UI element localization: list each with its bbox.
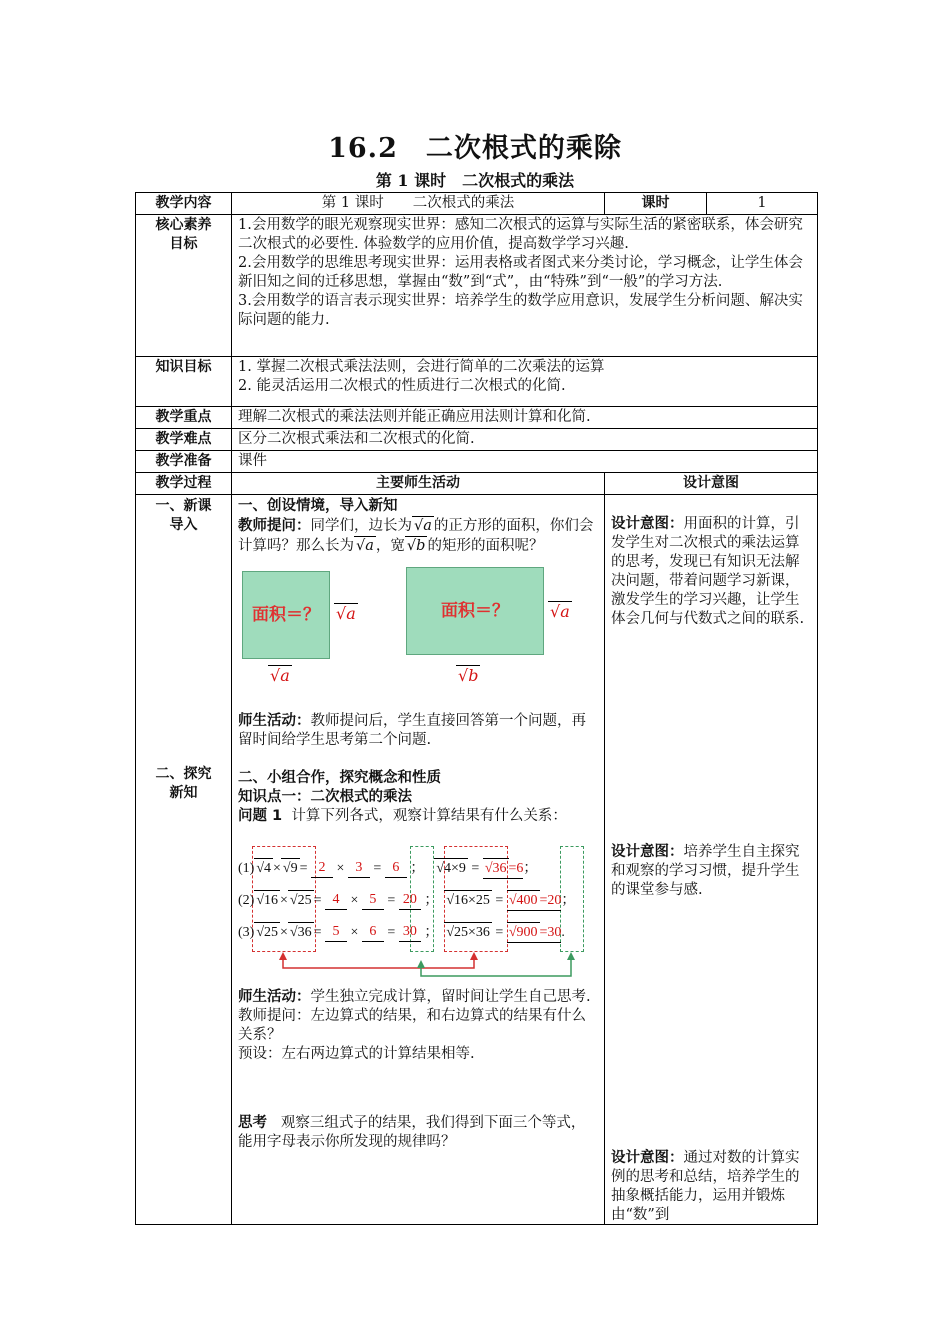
answer: 5 [362, 890, 384, 910]
answer-value: 30 [547, 924, 562, 940]
row-core [136, 215, 818, 357]
knowledge-goals [232, 357, 818, 407]
design-label: 设计意图： [611, 516, 684, 532]
rectangle-side-label: √ a [548, 601, 572, 621]
square-bottom-label: √ a [268, 665, 292, 685]
label-process: 教学过程 [136, 473, 232, 495]
core-goals [232, 215, 818, 357]
answer: 6 [385, 858, 407, 878]
radical: √ 9 [281, 858, 300, 878]
calc-row: (2) √ 16 × √ 25 = 4 × 5 = 20 ； √ 16×25 = √ 400 =20 ； [238, 884, 598, 916]
ts-label: 师生活动： [238, 989, 311, 1005]
radical: √ 25 [288, 890, 314, 910]
knowledge-point: 知识点一：二次根式的乘法 [238, 789, 412, 805]
calc-row: (1) √ 4 × √ 9 = 2 × 3 = 6 ； √ 4×9 = √ 36 =6 ； [238, 852, 598, 884]
calc-figure [238, 844, 598, 982]
teacher-ask-text: 的矩形的面积呢？ [427, 538, 544, 554]
teacher-ask-text: 的正方形的面积，你们会计算吗？那么长为 [238, 518, 594, 554]
radical: √ 16 [254, 890, 280, 910]
think-label: 思考 [238, 1115, 267, 1131]
prep-text: 课件 [232, 451, 818, 473]
green-connector [421, 956, 571, 976]
design-text: 通过对数的计算实例的思考和总结，培养学生的抽象概括能力，运用并锻炼由“数”到 [611, 1150, 800, 1223]
calc-rows [238, 852, 598, 948]
core-item: 1.会用数学的眼光观察现实世界：感知二次根式的运算与实际生活的紧密联系，体会研究二次根式的必要性. 体验数学的应用价值，提高数学学习兴趣. [238, 217, 803, 252]
content-value: 第 1 课时 二次根式的乘法 [232, 193, 605, 215]
question-1 [238, 807, 598, 826]
radical-answer: √ 900 [507, 922, 540, 942]
stage-column [136, 495, 232, 1225]
row-end: . [561, 924, 565, 940]
square-side-label: √ a [334, 603, 358, 623]
green-arrowhead [567, 952, 575, 960]
answer: 4 [325, 890, 347, 910]
answer: √ 400 =20 [507, 890, 562, 911]
answer: 30 [399, 922, 421, 942]
page-title: 16.2 二次根式的乘除 [328, 133, 622, 164]
row-number: (2) [238, 892, 255, 908]
row-number: (3) [238, 924, 255, 940]
radical-answer: √ 400 [507, 890, 540, 910]
answer: √ 900 =30 [507, 922, 562, 943]
preset-answer: 预设：左右两边算式的计算结果相等. [238, 1046, 475, 1062]
answer-value: 6 [516, 860, 524, 876]
header-design: 设计意图 [605, 473, 818, 495]
label-content: 教学内容 [136, 193, 232, 215]
answer: √ 36 =6 [483, 858, 524, 879]
ts-text: 教师提问后，学生直接回答第一个问题，再留时间给学生思考第二个问题. [238, 713, 586, 748]
design-column [605, 495, 818, 1225]
design-label: 设计意图： [611, 1150, 684, 1166]
radical: √ 16×25 [444, 890, 492, 910]
label-hours: 课时 [605, 193, 707, 215]
stage-2-line1: 二、探究 [155, 766, 212, 782]
design-intent-3 [611, 1149, 811, 1225]
rectangle-box: 面积＝？ [406, 567, 544, 655]
core-item: 3.会用数学的语言表示现实世界：培养学生的数学应用意识，发展学生分析问题、解决实际问题的能力. [238, 293, 803, 328]
label-prep: 教学准备 [136, 451, 232, 473]
core-item: 2.会用数学的思维思考现实世界：运用表格或者图式来分类讨论，学习概念，让学生体会新旧知之间的迁移思想，掌握由“数”到“式”，由“特殊”到“一般”的学习方法. [238, 255, 803, 290]
ts-label: 师生活动： [238, 713, 311, 729]
design-intent-1 [611, 515, 811, 629]
answer-value: 20 [547, 892, 562, 908]
teacher-ask-text: 同学们，边长为 [310, 518, 412, 534]
sqrt-b: √ b [405, 536, 428, 556]
answer: 5 [325, 922, 347, 942]
row-end: ； [561, 892, 576, 908]
section-heading: 二、小组合作，探究概念和性质 [238, 770, 441, 786]
radical: √ 25 [254, 922, 280, 942]
row-difficulty [136, 429, 818, 451]
area-figure [242, 584, 598, 685]
stage-1-line1: 一、新课 [155, 498, 212, 514]
rectangle-figure [406, 571, 576, 689]
row-process-header [136, 473, 818, 495]
page-subtitle: 第 1 课时 二次根式的乘法 [375, 171, 575, 190]
teacher-question [238, 516, 598, 556]
label-core-line1: 核心素养 [155, 217, 212, 233]
row-key [136, 407, 818, 429]
red-arrowhead [470, 952, 478, 960]
hours-value: 1 [707, 193, 818, 215]
sqrt-a: √ a [412, 516, 434, 536]
teacher-student-activity [238, 988, 598, 1007]
label-core-line2: 目标 [169, 236, 198, 252]
design-text: 培养学生自主探究和观察的学习习惯，提升学生的课堂参与感. [611, 844, 800, 898]
knowledge-item: 2. 能灵活运用二次根式的性质进行二次根式的化简. [238, 378, 566, 394]
answer: 6 [362, 922, 384, 942]
teacher-student-activity [238, 712, 598, 750]
label-difficulty: 教学难点 [136, 429, 232, 451]
key-text: 理解二次根式的乘法法则并能正确应用法则计算和化简. [232, 407, 818, 429]
label-key: 教学重点 [136, 407, 232, 429]
rectangle-bottom-label: √ b [456, 665, 480, 685]
activity-column [232, 495, 605, 1225]
design-text: 用面积的计算，引发学生对二次根式的乘法运算的思考，发现已有知识无法解决问题，带着问题学习新课，激发学生的学习兴趣，让学生体会几何与代数式之间的联系. [611, 516, 805, 627]
stage-1 [142, 497, 225, 535]
sqrt-a: √ a [354, 536, 376, 556]
green-arrowhead [417, 960, 425, 968]
knowledge-item: 1. 掌握二次根式乘法法则，会进行简单的二次乘法的运算 [238, 359, 605, 375]
lesson-plan-table [135, 192, 818, 1225]
label-core [136, 215, 232, 357]
radical: √ 4×9 [434, 858, 468, 878]
red-arrowhead [279, 952, 287, 960]
row-knowledge [136, 357, 818, 407]
answer: 3 [348, 858, 370, 878]
row-process [136, 495, 818, 1225]
label-knowledge: 知识目标 [136, 357, 232, 407]
answer: 2 [311, 858, 333, 878]
connector-arrows [238, 952, 598, 982]
radical: √ 4 [254, 858, 273, 878]
radical: √ 25×36 [444, 922, 492, 942]
calc-row: (3) √ 25 × √ 36 = 5 × 6 = 30 ； √ 25×36 = √ 900 =30 . [238, 916, 598, 948]
radical-answer: √ 36 [483, 858, 509, 878]
teacher-question: 教师提问：左边算式的结果，和右边算式的结果有什么关系？ [238, 1008, 586, 1043]
q1-text: 计算下列各式，观察计算结果有什么关系： [291, 808, 567, 824]
row-number: (1) [238, 860, 255, 876]
header-activity: 主要师生活动 [232, 473, 605, 495]
row-end: ； [523, 860, 538, 876]
stage-2 [136, 765, 231, 803]
row-content [136, 193, 818, 215]
difficulty-text: 区分二次根式乘法和二次根式的化简. [232, 429, 818, 451]
teacher-ask-text: ，宽 [375, 538, 405, 554]
square-box: 面积＝？ [242, 571, 330, 659]
design-label: 设计意图： [611, 844, 684, 860]
q1-label: 问题 1 [238, 808, 283, 824]
section-heading: 一、创设情境，导入新知 [238, 498, 398, 514]
stage-2-line2: 新知 [169, 785, 198, 801]
ts-text: 学生独立完成计算，留时间让学生自己思考. [310, 989, 591, 1005]
answer: 20 [399, 890, 421, 910]
stage-1-line2: 导入 [169, 517, 198, 533]
think-prompt [238, 1114, 598, 1152]
radical: √ 36 [288, 922, 314, 942]
think-text: 观察三组式子的结果，我们得到下面三个等式，能用字母表示你所发现的规律吗？ [238, 1115, 586, 1150]
teacher-ask-label: 教师提问： [238, 518, 311, 534]
square-figure [242, 571, 356, 689]
design-intent-2 [611, 843, 811, 900]
red-connector [283, 954, 474, 968]
row-prep [136, 451, 818, 473]
